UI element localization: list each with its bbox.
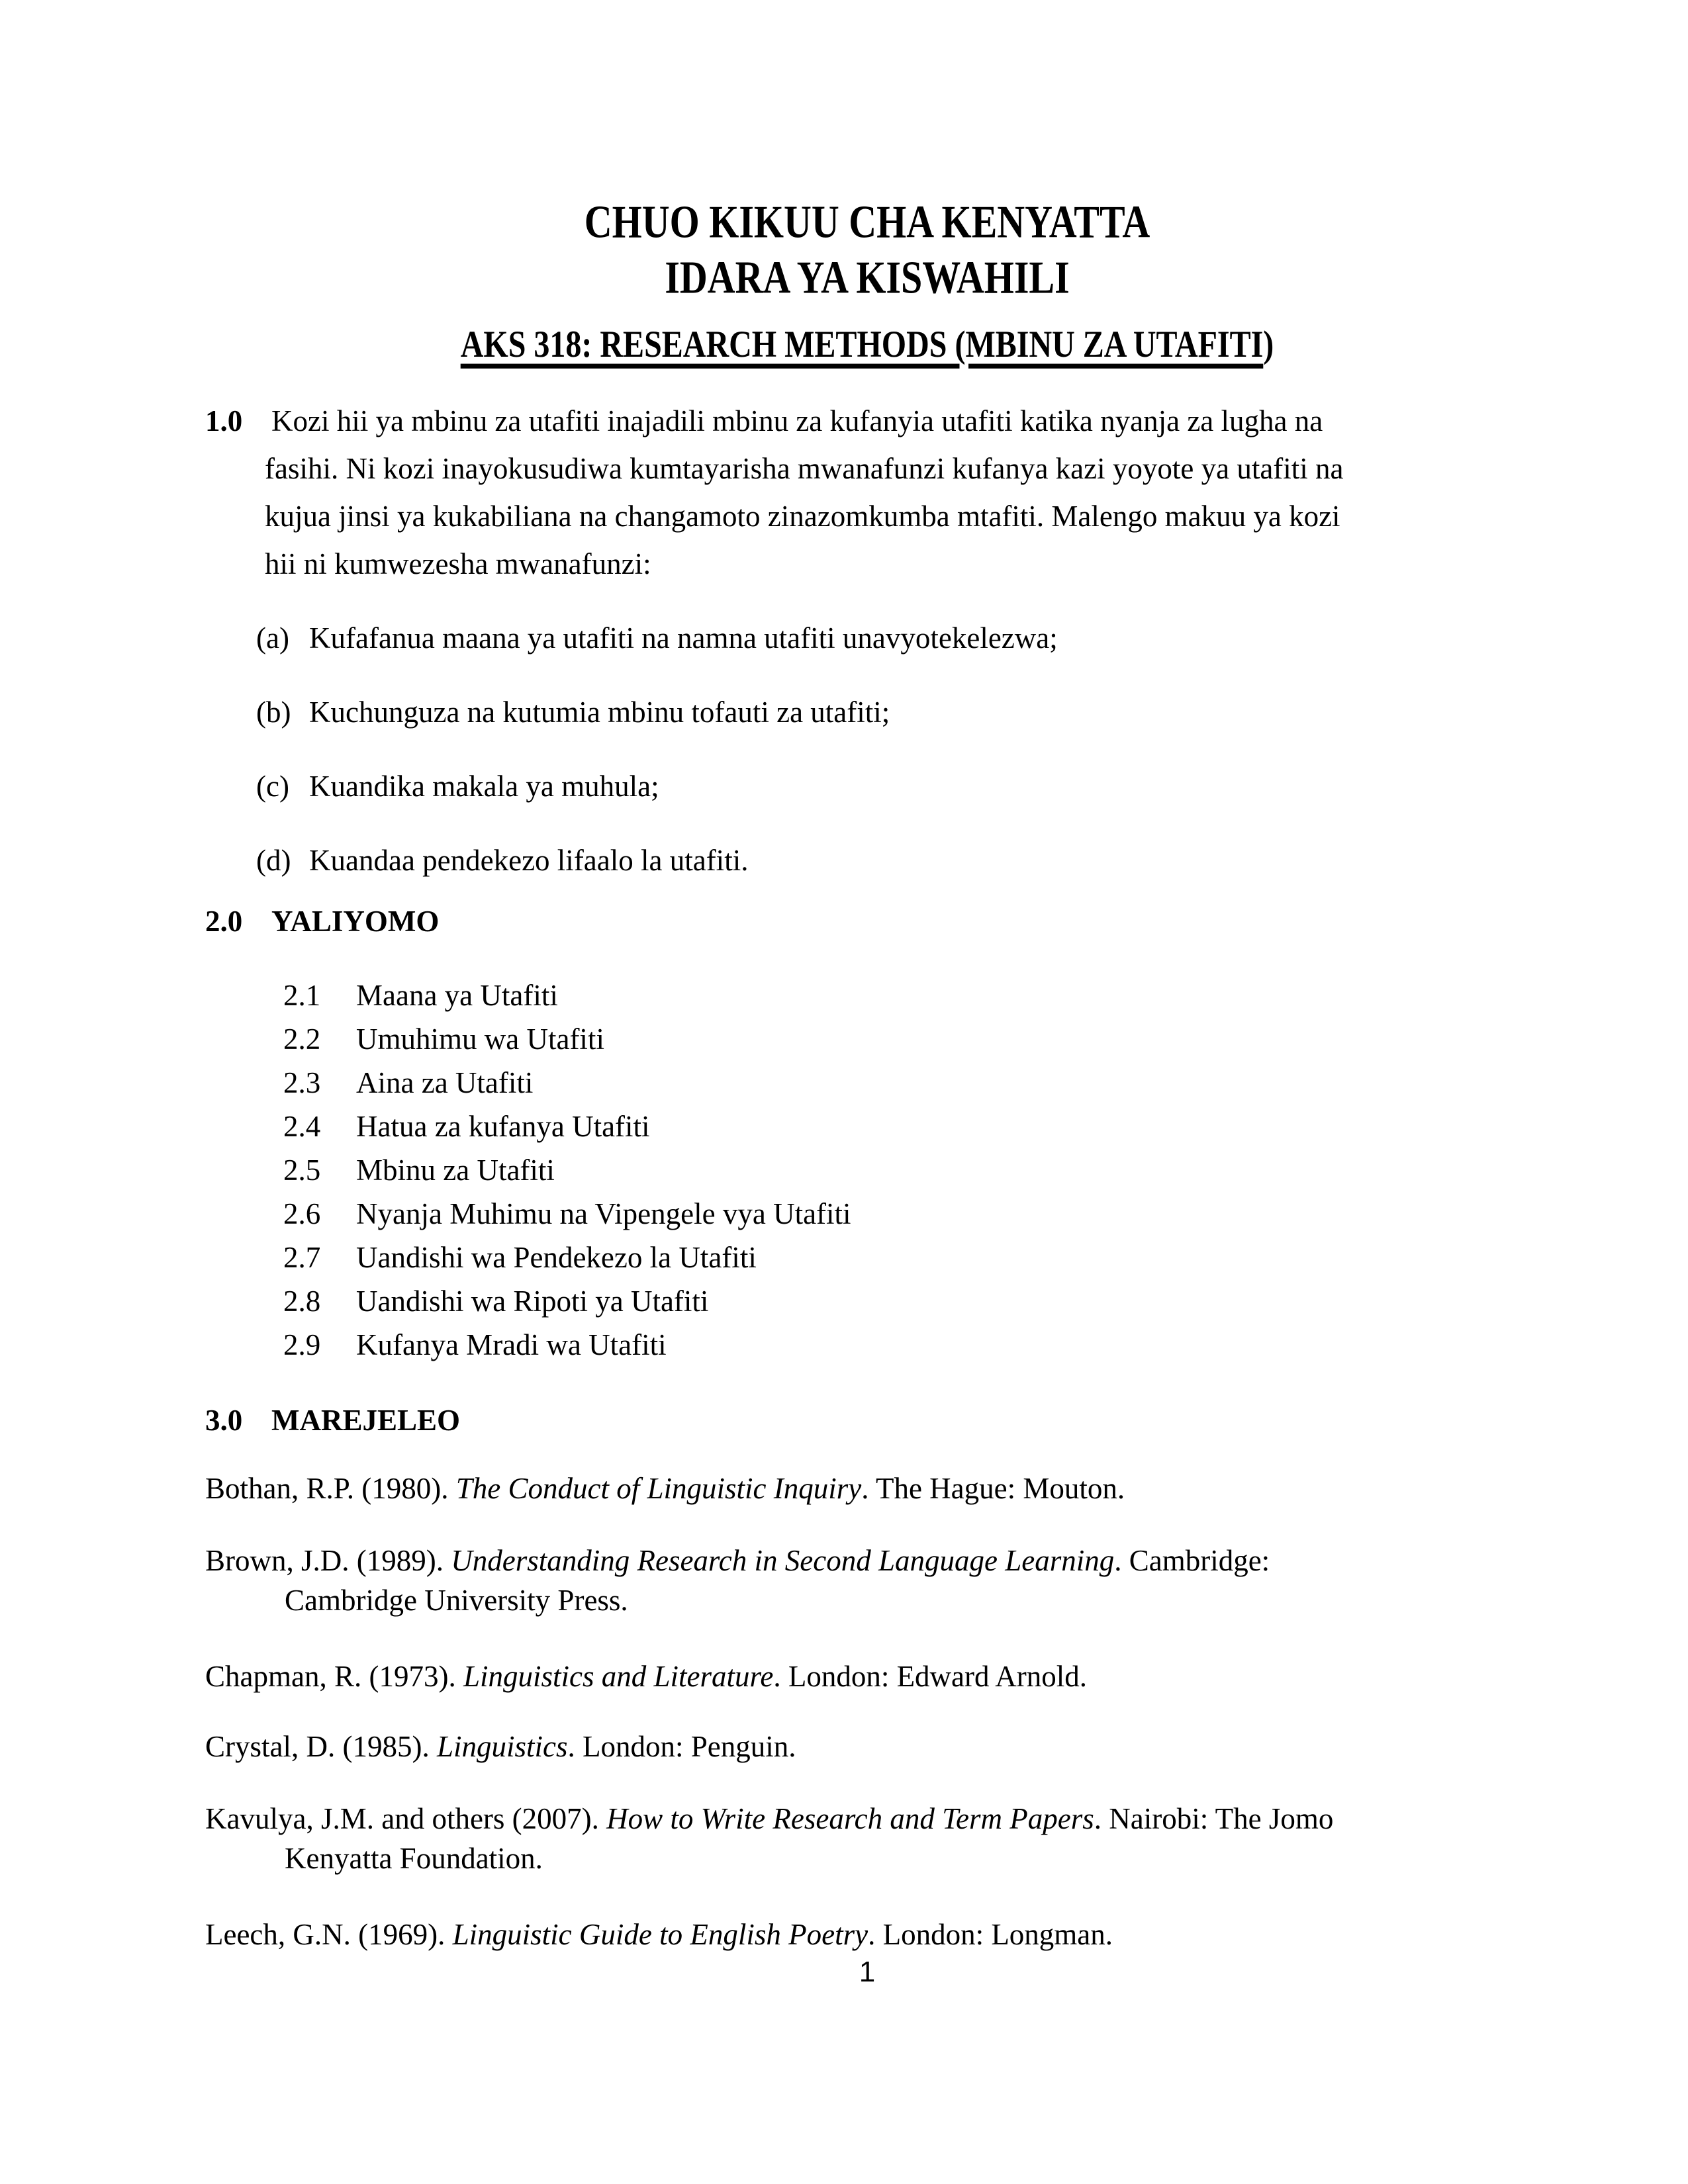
objectives-list (205, 618, 1529, 880)
reference-continuation: Kenyatta Foundation. (285, 1842, 543, 1875)
contents-number-2.8: 2.8 (283, 1285, 321, 1318)
contents-heading-text: YALIYOMO (271, 905, 440, 938)
section-number-3.0: 3.0 (205, 1404, 243, 1437)
course-heading (205, 323, 1529, 365)
book-title: Understanding Research in Second Language Learning (451, 1544, 1115, 1577)
reference-entry-bothan (205, 1469, 1529, 1508)
objective-label-b: (b) (256, 696, 291, 729)
university-title: CHUO KIKUU CHA KENYATTA (584, 196, 1150, 248)
contents-item-2.9 (205, 1323, 1529, 1367)
reference-line (205, 1915, 1529, 1954)
contents-item-2.8 (205, 1279, 1529, 1323)
reference-author: Leech, G.N. (1969). (205, 1918, 453, 1951)
course-heading-underlined: AKS 318: RESEARCH METHODS (MBINU ZA UTAFITI (460, 323, 1264, 365)
objective-item-c (205, 766, 1529, 806)
reference-continuation: Cambridge University Press. (285, 1584, 628, 1617)
contents-text-2.7: Uandishi wa Pendekezo la Utafiti (356, 1241, 757, 1274)
contents-text-2.4: Hatua za kufanya Utafiti (356, 1110, 650, 1143)
contents-number-2.9: 2.9 (283, 1328, 321, 1361)
contents-item-2.4 (205, 1105, 1529, 1148)
reference-publisher: . London: Edward Arnold. (773, 1660, 1088, 1693)
contents-item-2.2 (205, 1017, 1529, 1061)
contents-item-2.6 (205, 1192, 1529, 1236)
reference-line (205, 1469, 1529, 1508)
references-list (205, 1469, 1529, 1954)
reference-publisher: . Nairobi: The Jomo (1094, 1802, 1334, 1835)
book-title: How to Write Research and Term Papers (606, 1802, 1094, 1835)
contents-number-2.7: 2.7 (283, 1241, 321, 1274)
intro-line-3: kujua jinsi ya kukabiliana na changamoto zinazomkumba mtafiti. Malengo makuu ya kozi (265, 500, 1340, 533)
reference-author: Chapman, R. (1973). (205, 1660, 463, 1693)
contents-number-2.1: 2.1 (283, 979, 321, 1012)
reference-entry-leech (205, 1915, 1529, 1954)
reference-entry-crystal (205, 1727, 1529, 1766)
objective-item-a (205, 618, 1529, 658)
reference-author: Crystal, D. (1985). (205, 1730, 437, 1763)
contents-number-2.5: 2.5 (283, 1154, 321, 1187)
page-number: 1 (859, 1956, 876, 1988)
reference-line (205, 1657, 1529, 1696)
intro-line-1 (205, 397, 1529, 445)
intro-paragraph (205, 397, 1529, 588)
section-number-2.0: 2.0 (205, 905, 243, 938)
reference-publisher: . London: Penguin. (567, 1730, 796, 1763)
book-title: Linguistic Guide to English Poetry (452, 1918, 868, 1951)
department-title: IDARA YA KISWAHILI (665, 251, 1070, 304)
objective-text-a: Kufafanua maana ya utafiti na namna utafiti unavyotekelezwa; (309, 621, 1058, 655)
book-title: Linguistics and Literature (463, 1660, 774, 1693)
reference-publisher: . Cambridge: (1114, 1544, 1270, 1577)
contents-text-2.6: Nyanja Muhimu na Vipengele vya Utafiti (356, 1197, 851, 1230)
intro-line-4: hii ni kumwezesha mwanafunzi: (265, 547, 651, 580)
objective-item-b (205, 692, 1529, 732)
contents-number-2.3: 2.3 (283, 1066, 321, 1099)
book-title: The Conduct of Linguistic Inquiry (455, 1472, 862, 1505)
reference-publisher: . London: Longman. (868, 1918, 1113, 1951)
intro-line-2: fasihi. Ni kozi inayokusudiwa kumtayarisha mwanafunzi kufanya kazi yoyote ya utafiti na (265, 452, 1344, 485)
contents-section-heading (205, 901, 1529, 941)
reference-line (205, 1799, 1529, 1839)
references-heading-text: MAREJELEO (271, 1404, 461, 1437)
contents-item-2.1 (205, 974, 1529, 1017)
contents-text-2.9: Kufanya Mradi wa Utafiti (356, 1328, 667, 1361)
contents-number-2.6: 2.6 (283, 1197, 321, 1230)
contents-list (205, 974, 1529, 1367)
contents-item-2.3 (205, 1061, 1529, 1105)
contents-item-2.5 (205, 1148, 1529, 1192)
objective-label-d: (d) (256, 844, 291, 877)
reference-entry-chapman (205, 1657, 1529, 1696)
contents-number-2.4: 2.4 (283, 1110, 321, 1143)
objective-label-a: (a) (256, 621, 289, 655)
reference-author: Brown, J.D. (1989). (205, 1544, 451, 1577)
objective-text-c: Kuandika makala ya muhula; (309, 770, 659, 803)
contents-text-2.1: Maana ya Utafiti (356, 979, 558, 1012)
contents-text-2.8: Uandishi wa Ripoti ya Utafiti (356, 1285, 709, 1318)
reference-line (205, 1541, 1529, 1580)
book-title: Linguistics (436, 1730, 568, 1763)
course-heading-suffix: ) (1263, 323, 1274, 365)
references-section-heading (205, 1400, 1529, 1440)
intro-line-1-text: Kozi hii ya mbinu za utafiti inajadili mbinu za kufanyia utafiti katika nyanja za lugha na (271, 404, 1323, 437)
reference-line (205, 1727, 1529, 1766)
objective-text-d: Kuandaa pendekezo lifaalo la utafiti. (309, 844, 749, 877)
reference-entry-brown (205, 1541, 1529, 1620)
objective-text-b: Kuchunguza na kutumia mbinu tofauti za utafiti; (309, 696, 890, 729)
contents-text-2.2: Umuhimu wa Utafiti (356, 1023, 604, 1056)
reference-publisher: . The Hague: Mouton. (861, 1472, 1125, 1505)
reference-author: Kavulya, J.M. and others (2007). (205, 1802, 607, 1835)
reference-entry-kavulya (205, 1799, 1529, 1878)
contents-text-2.5: Mbinu za Utafiti (356, 1154, 555, 1187)
contents-number-2.2: 2.2 (283, 1023, 321, 1056)
contents-text-2.3: Aina za Utafiti (356, 1066, 534, 1099)
contents-item-2.7 (205, 1236, 1529, 1279)
reference-author: Bothan, R.P. (1980). (205, 1472, 456, 1505)
objective-label-c: (c) (256, 770, 289, 803)
section-number-1.0: 1.0 (205, 404, 243, 437)
objective-item-d (205, 841, 1529, 880)
